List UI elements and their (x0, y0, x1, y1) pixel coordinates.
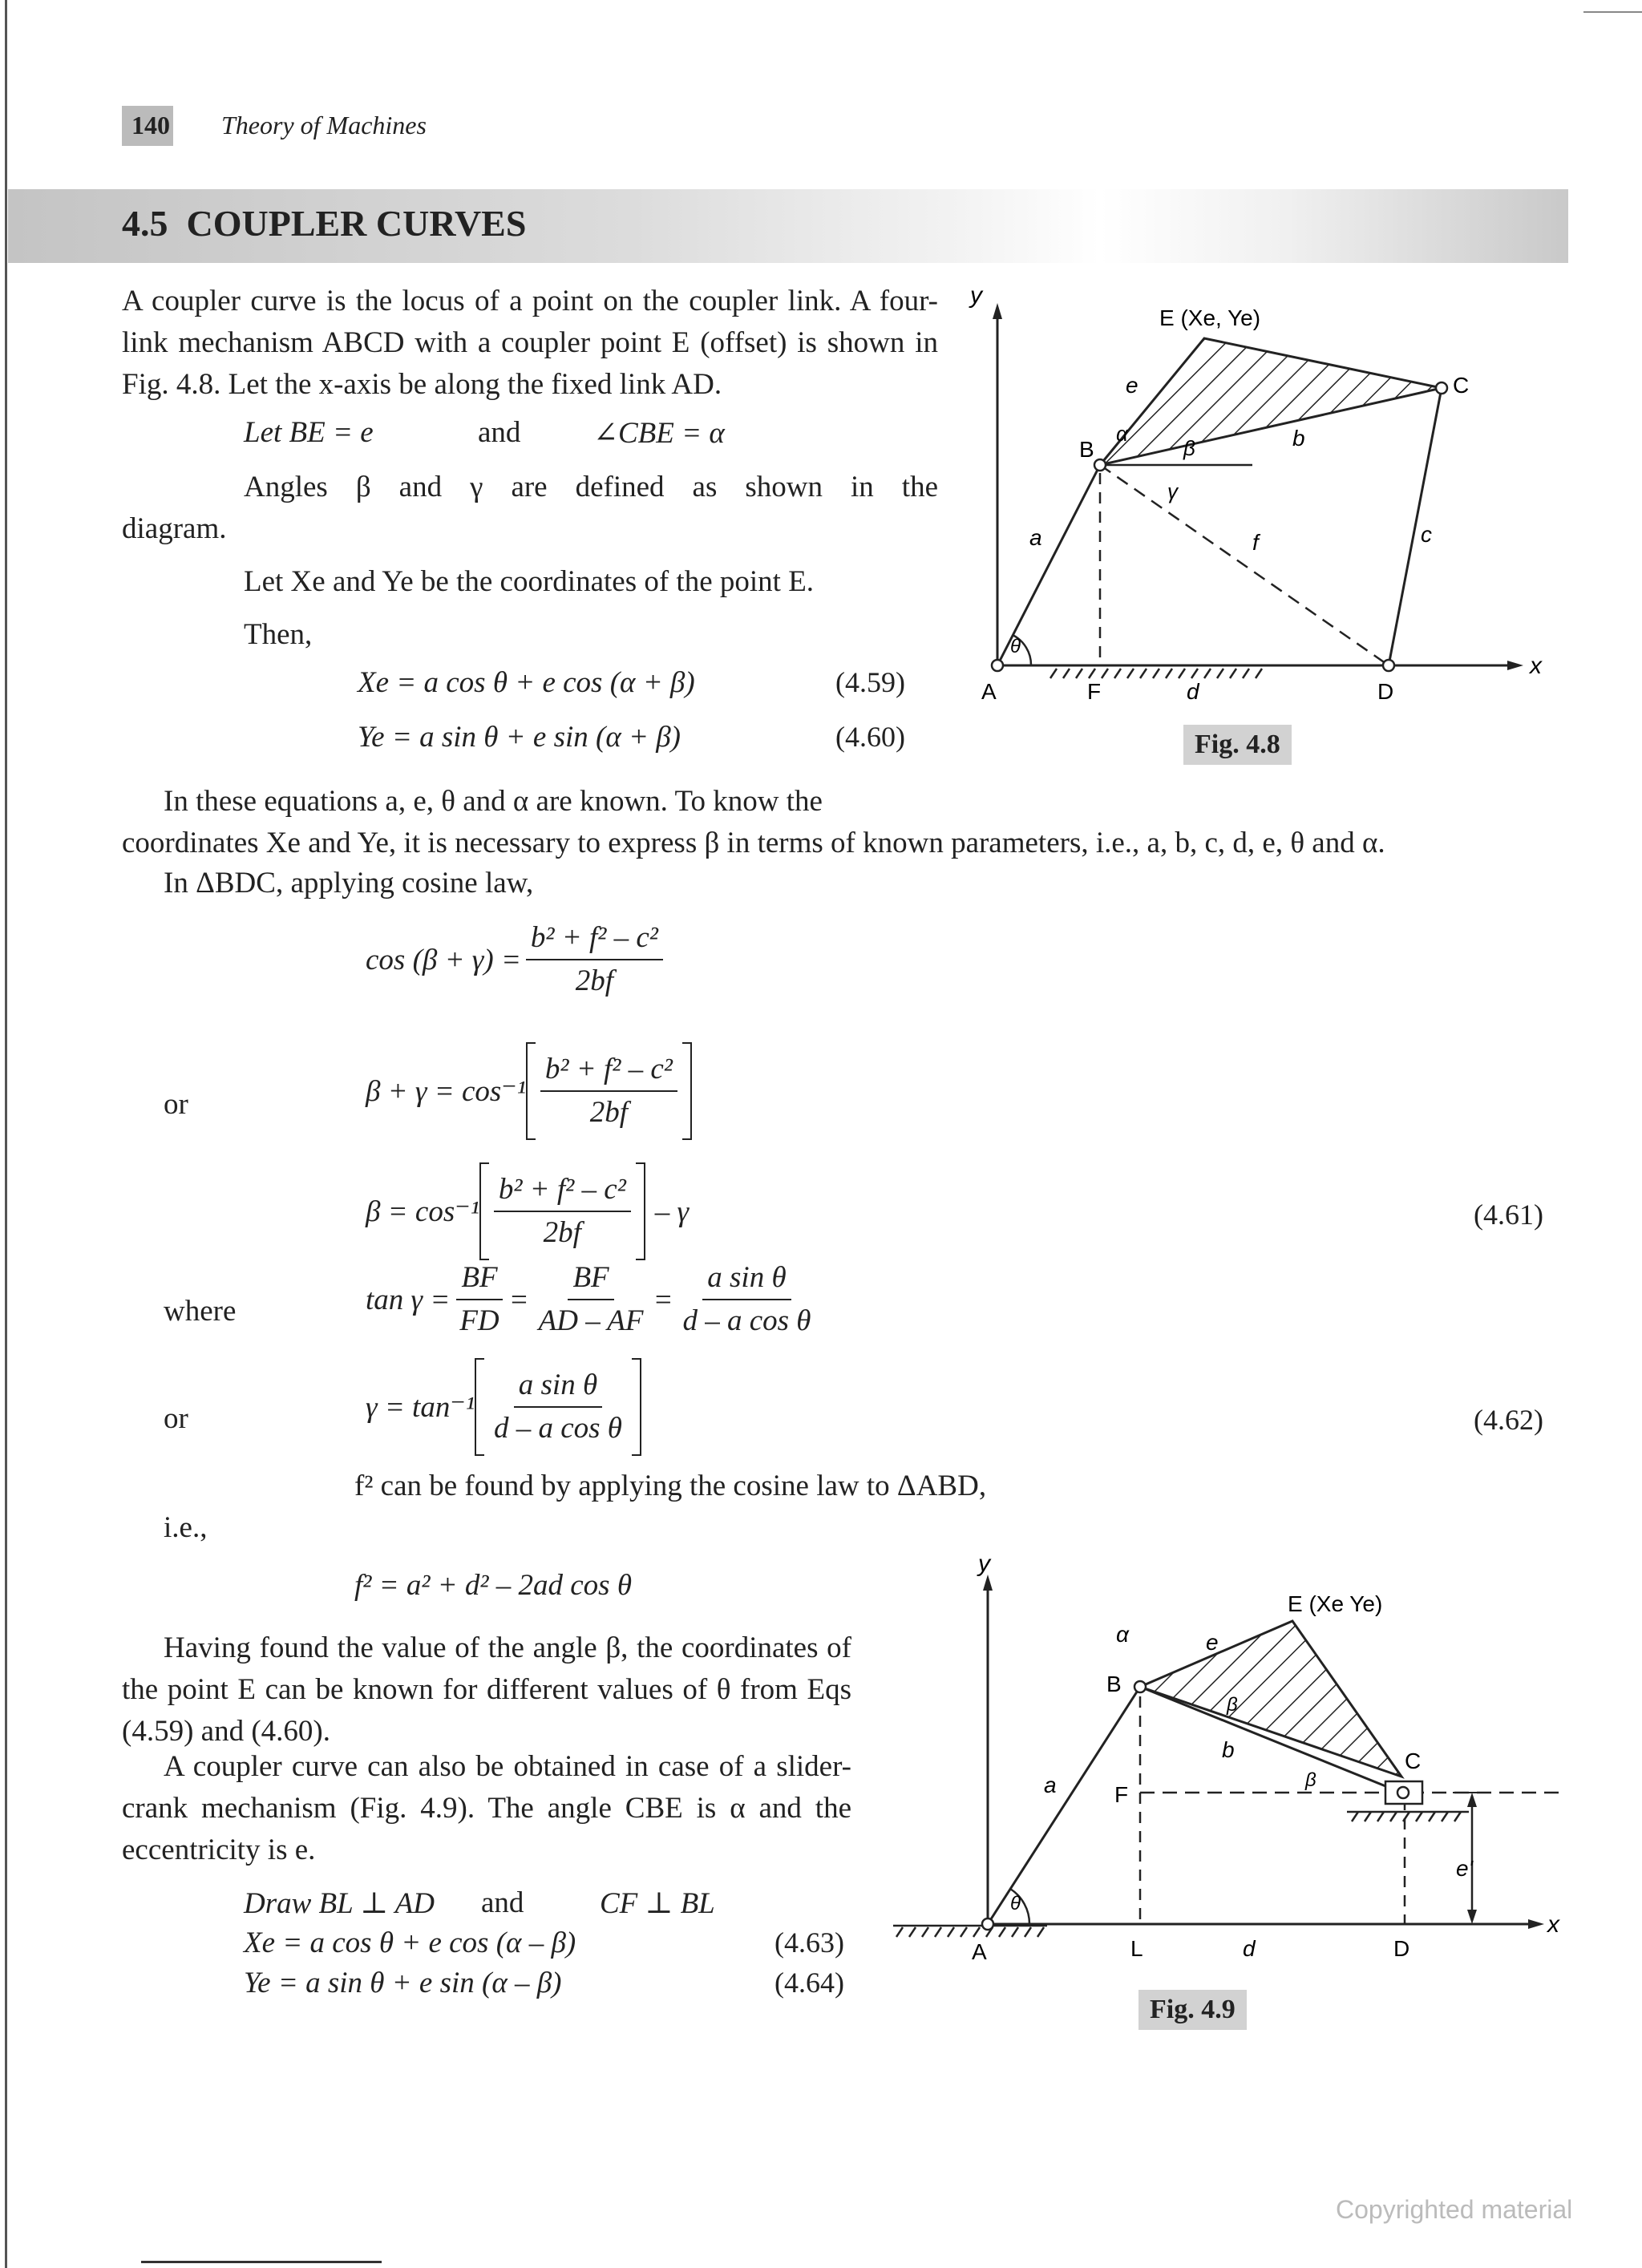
eq-cos-law (366, 920, 668, 999)
eq-beta-gamma-den: 2bf (589, 1096, 628, 1129)
figure-4-8 (946, 273, 1555, 786)
eq-f-squared: f² = a² + d² – 2ad cos θ (354, 1569, 632, 1602)
joint-d (1383, 660, 1394, 671)
label-beta-2: β (1305, 1769, 1316, 1791)
eq-459-number: (4.59) (835, 666, 905, 698)
eq-tan-f2-num: BF (568, 1260, 613, 1300)
slider-guide-hatch (1347, 1812, 1469, 1821)
label-e: e (1206, 1630, 1219, 1655)
label-d-point: D (1377, 679, 1394, 704)
eq-464: Ye = a sin θ + e sin (α – β) (244, 1967, 562, 1999)
label-a: a (1044, 1773, 1057, 1797)
intro-paragraph: A coupler curve is the locus of a point on the coupler link. A four-link mechanism ABCD with a coupler point E (offset) is shown in Fig. 4.8. Let the x-axis be along the fixed link AD. (122, 285, 938, 401)
let-coords: Let Xe and Ye be the coordinates of the point E. (244, 565, 815, 598)
draw-bl: Draw BL ⊥ AD (244, 1887, 435, 1920)
let-and: and (478, 416, 521, 449)
eq-beta-lhs: β = cos⁻¹ (366, 1195, 479, 1228)
eq-beta-gamma-num: b² + f² – c² (540, 1052, 677, 1092)
label-x: x (1530, 653, 1542, 679)
label-e-prime: e' (1456, 1856, 1473, 1881)
page-number: 140 (131, 111, 170, 139)
running-title: Theory of Machines (221, 111, 427, 139)
label-b-point: B (1106, 1672, 1122, 1696)
label-a: a (1029, 525, 1042, 550)
x-axis-arrow-icon (1528, 1919, 1544, 1929)
top-right-rule (1583, 11, 1642, 13)
eq-tan-gamma (366, 1260, 820, 1339)
joint-c (1436, 382, 1447, 394)
joint-b (1134, 1681, 1146, 1692)
eq-cos-law-den: 2bf (575, 964, 614, 997)
label-b-point: B (1079, 437, 1094, 462)
draw-and: and (481, 1886, 524, 1919)
label-e-point: E (Xe, Ye) (1159, 305, 1261, 330)
let-cbe: ∠CBE = α (593, 417, 725, 450)
label-f-point: F (1114, 1782, 1129, 1807)
joint-b (1094, 459, 1106, 471)
para3: In ΔBDC, applying cosine law, (164, 867, 534, 900)
label-f-point: F (1087, 679, 1102, 704)
eq-gamma-lhs: γ = tan⁻¹ (366, 1391, 475, 1424)
eq-464-number: (4.64) (774, 1967, 844, 1999)
label-c: c (1421, 522, 1432, 547)
eq-beta (366, 1162, 689, 1260)
label-l-point: L (1130, 1936, 1143, 1961)
where-label: where (164, 1295, 237, 1328)
eq-463-number: (4.63) (774, 1926, 844, 1959)
angles-line: Angles β and γ are defined as shown in the (244, 471, 938, 503)
eq-gamma-num: a sin θ (514, 1368, 602, 1408)
let-be: Let BE = e (244, 416, 374, 449)
y-axis-arrow-icon (983, 1575, 993, 1591)
ie-label: i.e., (164, 1511, 208, 1544)
para5: A coupler curve can also be obtained in case of a slider-crank mechanism (Fig. 4.9). The angle CBE is α and the eccentricity is e. (122, 1750, 851, 1866)
ground-hatch (1050, 669, 1262, 678)
para2-line1: In these equations a, e, θ and α are known. To know the (164, 785, 823, 818)
eq-gamma (366, 1358, 641, 1456)
label-e: e (1126, 373, 1138, 398)
label-c-point: C (1453, 373, 1470, 398)
label-beta: β (1183, 436, 1195, 460)
ground-hatch (896, 1927, 1044, 1937)
para2-line2: coordinates Xe and Ye, it is necessary to express β in terms of known parameters, i.e., a, b, c, d, e, θ and α. (122, 827, 1385, 859)
eq-beta-gamma-lhs: β + γ = cos⁻¹ (366, 1075, 526, 1108)
eq-beta-tail: – γ (654, 1195, 690, 1228)
label-d-point: D (1393, 1936, 1410, 1961)
label-d: d (1243, 1936, 1256, 1961)
dim-arrow-down-icon (1467, 1910, 1477, 1924)
label-alpha: α (1116, 422, 1128, 446)
eq-beta-num: b² + f² – c² (494, 1172, 631, 1212)
fig-4-8-caption: Fig. 4.8 (1183, 725, 1292, 765)
coupler-triangle (1100, 338, 1442, 465)
eq-461-number: (4.61) (1474, 1199, 1543, 1231)
label-e-point: E (Xe Ye) (1288, 1591, 1383, 1616)
label-a-point: A (972, 1939, 987, 1964)
label-gamma: γ (1167, 479, 1178, 503)
f-squared-line: f² can be found by applying the cosine law to ΔABD, (354, 1470, 987, 1502)
label-theta: θ (1010, 636, 1021, 657)
eq-beta-gamma (366, 1042, 692, 1140)
figure-4-9 (882, 1539, 1587, 1988)
label-x: x (1547, 1911, 1559, 1938)
bottom-rule (141, 2261, 382, 2263)
eq-459: Xe = a cos θ + e cos (α + β) (358, 666, 695, 699)
eq-460: Ye = a sin θ + e sin (α + β) (358, 721, 681, 754)
draw-cf: CF ⊥ BL (600, 1887, 715, 1920)
label-alpha: α (1116, 1622, 1129, 1647)
joint-a (992, 660, 1003, 671)
eq-463: Xe = a cos θ + e cos (α – β) (244, 1926, 576, 1959)
link-c (1389, 388, 1442, 665)
eq-460-number: (4.60) (835, 721, 905, 753)
diagonal-f (1100, 465, 1389, 665)
eq-tan-f3-num: a sin θ (702, 1260, 791, 1300)
joint-a (982, 1918, 993, 1930)
coupler-triangle (1140, 1621, 1401, 1777)
or-label-2: or (164, 1402, 188, 1435)
eq-tan-f1-num: BF (456, 1260, 502, 1300)
fig-4-9-caption: Fig. 4.9 (1138, 1990, 1247, 2030)
label-theta: θ (1010, 1893, 1021, 1914)
eq-gamma-den: d – a cos θ (493, 1412, 622, 1445)
para4: Having found the value of the angle β, the coordinates of the point E can be known for different values of θ from Eqs (4.59) and (4.60). (122, 1631, 851, 1748)
label-b: b (1292, 426, 1305, 451)
y-axis-arrow-icon (993, 303, 1002, 319)
dim-arrow-up-icon (1467, 1793, 1477, 1807)
or-label-1: or (164, 1088, 188, 1121)
copyright-watermark: Copyrighted material (1336, 2195, 1573, 2224)
eq-tan-eq2: = (653, 1283, 673, 1316)
eq-tan-eq1: = (508, 1283, 529, 1316)
section-title: 4.5 COUPLER CURVES (122, 203, 527, 244)
label-f: f (1252, 530, 1259, 555)
eq-cos-law-lhs: cos (β + γ) = (366, 943, 521, 976)
label-d: d (1187, 679, 1199, 704)
then-label: Then, (244, 618, 313, 651)
angles-line-cont: diagram. (122, 512, 227, 545)
page-edge-line (5, 0, 7, 2268)
eq-tan-f3-den: d – a cos θ (682, 1304, 811, 1337)
eq-tan-f1-den: FD (459, 1304, 499, 1337)
joint-c (1397, 1787, 1409, 1798)
eq-tan-gamma-lhs: tan γ = (366, 1283, 451, 1316)
eq-tan-f2-den: AD – AF (538, 1304, 644, 1337)
eq-beta-den: 2bf (543, 1216, 581, 1249)
label-a-point: A (981, 679, 997, 704)
label-y: y (970, 282, 982, 309)
label-b: b (1222, 1737, 1235, 1762)
label-c-point: C (1405, 1749, 1422, 1773)
label-y: y (978, 1550, 990, 1577)
eq-cos-law-num: b² + f² – c² (526, 920, 663, 960)
x-axis-arrow-icon (1507, 661, 1523, 670)
eq-462-number: (4.62) (1474, 1404, 1543, 1436)
label-beta-1: β (1227, 1694, 1238, 1716)
